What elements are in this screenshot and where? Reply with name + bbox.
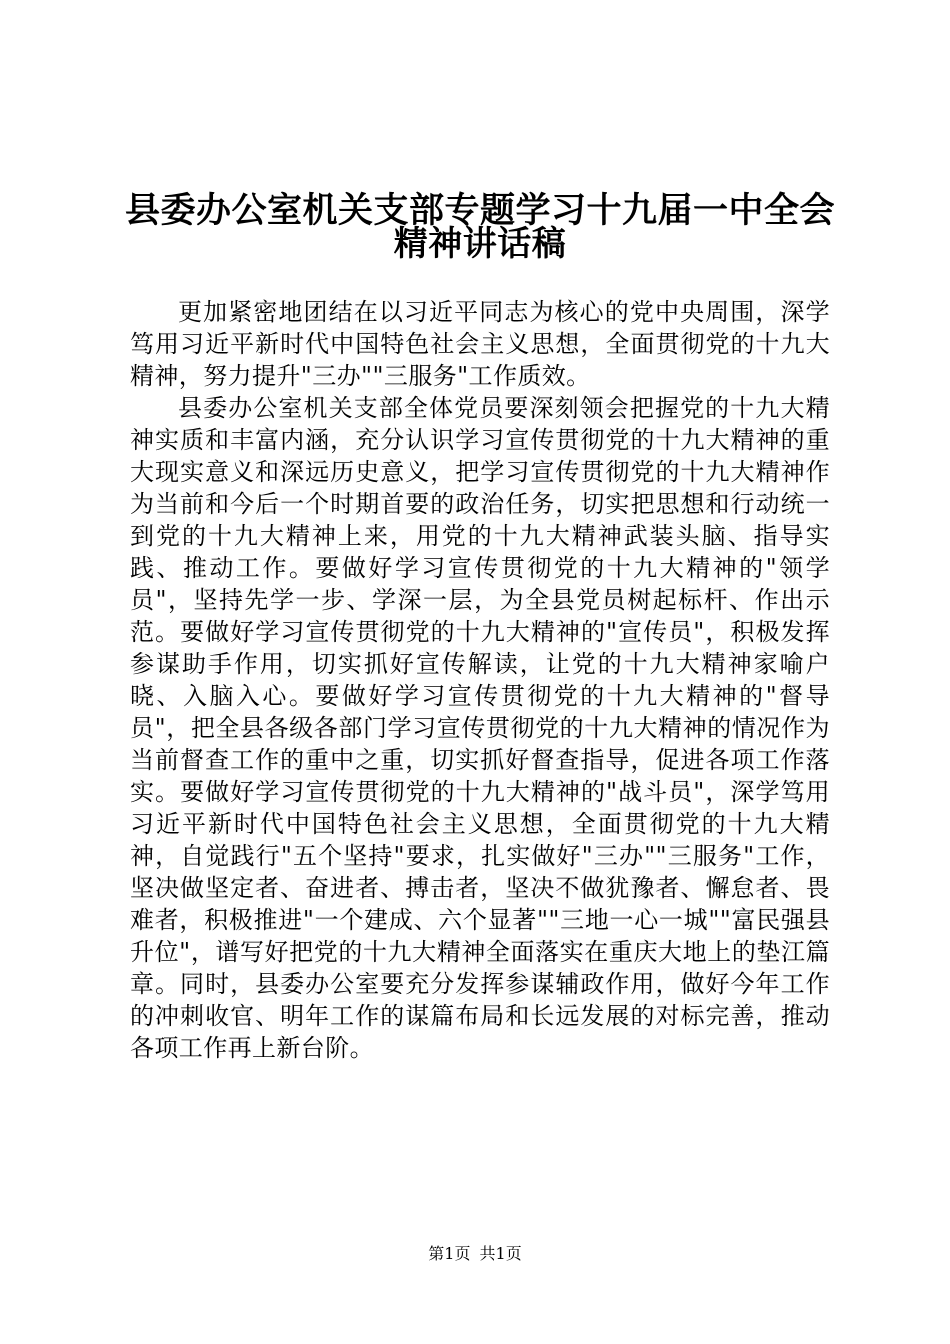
body-paragraph-2: 县委办公室机关支部全体党员要深刻领会把握党的十九大精神实质和丰富内涵，充分认识学习宣传贯彻党的十九大精神的重大现实意义和深远历史意义，把学习宣传贯彻党的十九大精神作为当前和今后一个时期首要的政治任务，切实把思想和行动统一到党的十九大精神上来，用党的十九大精神武装头脑、指导实践、推动工作。要做好学习宣传贯彻党的十九大精神的"领学员"，坚持先学一步、学深一层，为全县党员树起标杆、作出示范。要做好学习宣传贯彻党的十九大精神的"宣传员"，积极发挥参谋助手作用，切实抓好宣传解读，让党的十九大精神家喻户晓、入脑入心。要做好学习宣传贯彻党的十九大精神的"督导员"，把全县各级各部门学习宣传贯彻党的十九大精神的情况作为当前督查工作的重中之重，切实抓好督查指导，促进各项工作落实。要做好学习宣传贯彻党的十九大精神的"战斗员"，深学笃用习近平新时代中国特色社会主义思想，全面贯彻党的十九大精神，自觉践行"五个坚持"要求，扎实做好"三办""三服务"工作，坚决做坚定者、奋进者、搏击者，坚决不做犹豫者、懈怠者、畏难者，积极推进"一个建成、六个显著""三地一心一城""富民强县升位"，谱写好把党的十九大精神全面落实在重庆大地上的垫江篇章。同时，县委办公室要充分发挥参谋辅政作用，做好今年工作的冲刺收官、明年工作的谋篇布局和长远发展的对标完善，推动各项工作再上新台阶。 xyxy=(130,394,830,1062)
document-body xyxy=(130,296,830,1064)
document-title-line-2: 精神讲话稿 xyxy=(393,224,567,264)
page-number: 第1页 xyxy=(428,1244,471,1263)
body-paragraph-1: 更加紧密地团结在以习近平同志为核心的党中央周围，深学笃用习近平新时代中国特色社会主义思想，全面贯彻党的十九大精神，努力提升"三办""三服务"工作质效。 xyxy=(130,298,830,390)
page-total: 共1页 xyxy=(479,1244,522,1263)
document-title-line-1: 县委办公室机关支部专题学习十九届一中全会 xyxy=(124,191,835,231)
page-footer xyxy=(0,1243,950,1265)
